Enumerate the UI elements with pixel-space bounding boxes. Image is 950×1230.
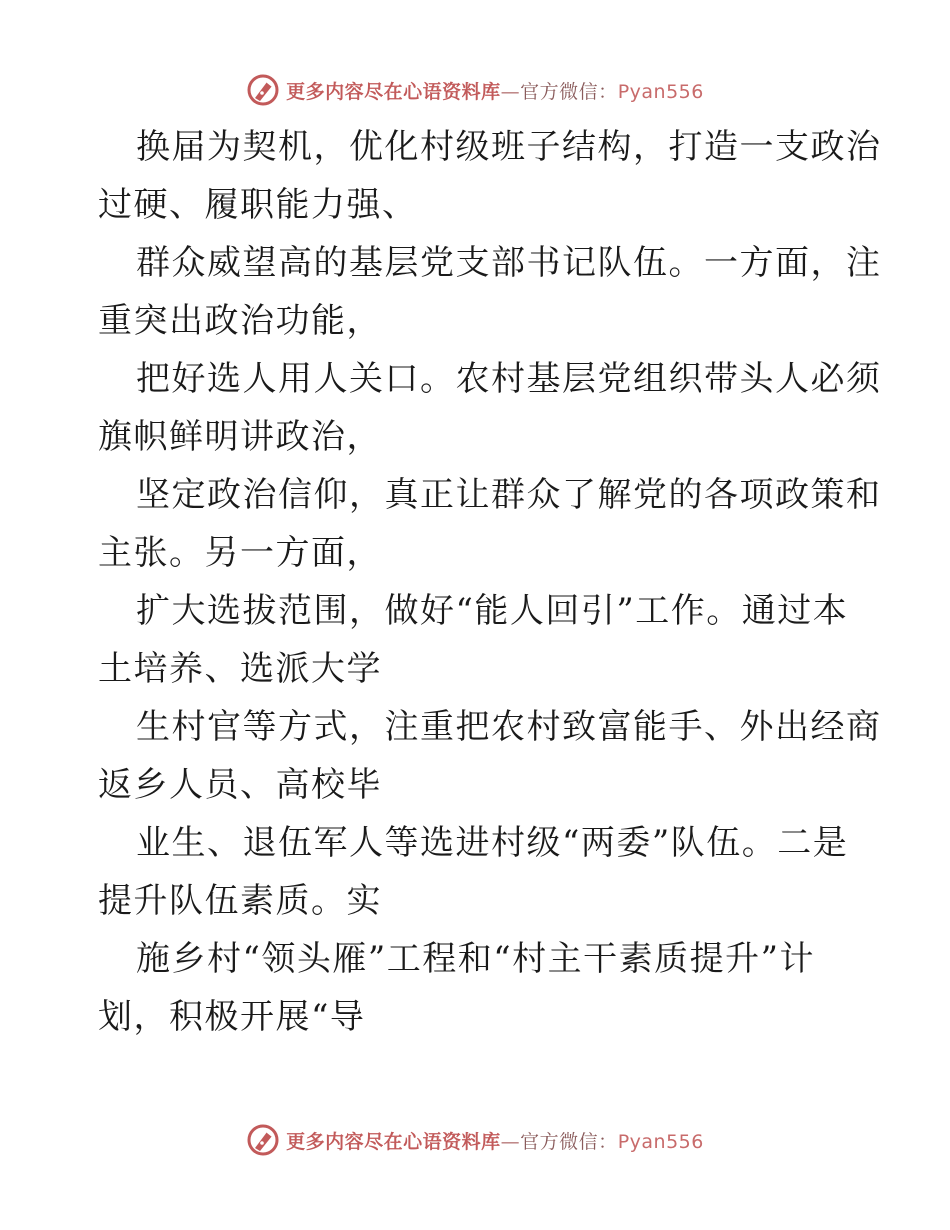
text-line: 划，积极开展“导 <box>98 997 366 1037</box>
text-line: 过硬、履职能力强、 <box>98 185 418 225</box>
watermark-label: 官方微信： <box>520 1130 618 1153</box>
text-line: 业生、退伍军人等选进村级“两委”队伍。二是 <box>136 823 849 863</box>
watermark-brand: 更多内容尽在心语资料库 <box>286 1130 501 1153</box>
text-line: 提升队伍素质。实 <box>98 881 382 921</box>
text-line: 土培养、选派大学 <box>98 649 382 689</box>
watermark-wechat-id: Pyan556 <box>617 80 704 103</box>
watermark-text <box>286 1127 704 1154</box>
text-line: 坚定政治信仰，真正让群众了解党的各项政策和 <box>136 475 882 515</box>
fountain-pen-seal-icon <box>246 1123 280 1157</box>
text-line: 换届为契机，优化村级班子结构，打造一支政治 <box>136 127 882 167</box>
watermark-text <box>286 77 704 104</box>
text-line: 生村官等方式，注重把农村致富能手、外出经商 <box>136 707 882 747</box>
text-line: 主张。另一方面， <box>98 533 382 573</box>
document-body <box>98 118 882 1046</box>
watermark-label: 官方微信： <box>520 80 618 103</box>
text-line: 旗帜鲜明讲政治， <box>98 417 382 457</box>
fountain-pen-seal-icon <box>246 73 280 107</box>
text-line: 重突出政治功能， <box>98 301 382 341</box>
watermark-dash: — <box>500 80 521 103</box>
text-line: 扩大选拔范围，做好“能人回引”工作。通过本 <box>136 591 849 631</box>
footer-watermark <box>0 1120 950 1160</box>
text-line: 群众威望高的基层党支部书记队伍。一方面，注 <box>136 243 882 283</box>
text-line: 把好选人用人关口。农村基层党组织带头人必须 <box>136 359 882 399</box>
header-watermark <box>0 70 950 110</box>
text-line: 施乡村“领头雁”工程和“村主干素质提升”计 <box>136 939 816 979</box>
watermark-wechat-id: Pyan556 <box>617 1130 704 1153</box>
watermark-dash: — <box>500 1130 521 1153</box>
watermark-brand: 更多内容尽在心语资料库 <box>286 80 501 103</box>
text-line: 返乡人员、高校毕 <box>98 765 382 805</box>
